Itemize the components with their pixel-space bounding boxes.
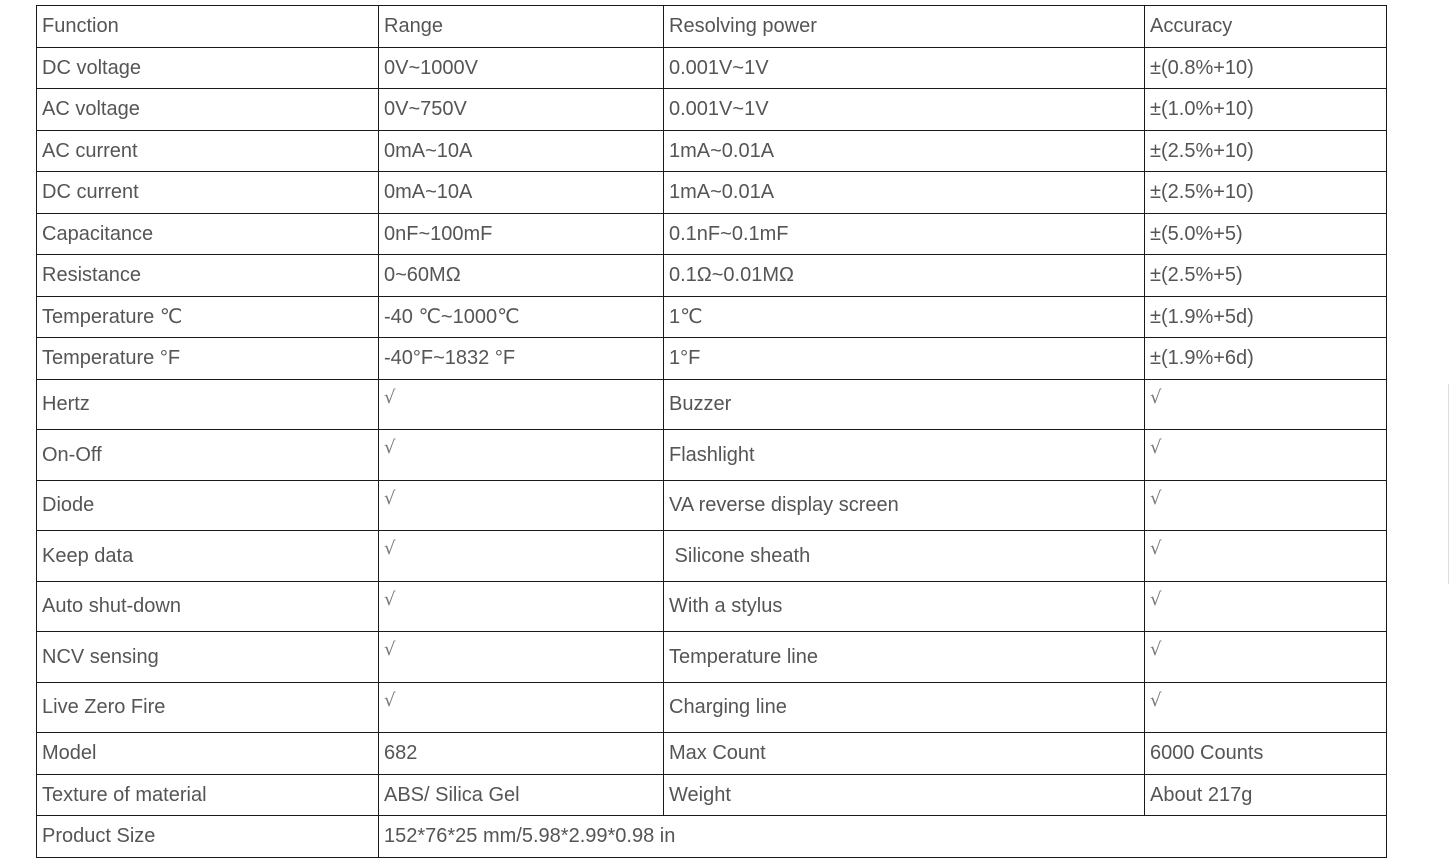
check-mark: √ [379,531,664,582]
measurement-row [37,172,1387,214]
table-cell: Keep data [37,531,379,582]
table-cell: 0.1nF~0.1mF [664,213,1145,255]
table-cell: ±(2.5%+5) [1145,255,1387,297]
table-cell: Buzzer [664,379,1145,430]
check-mark: √ [1145,581,1387,632]
feature-row [37,430,1387,481]
table-cell: 0mA~10A [379,172,664,214]
table-cell: Hertz [37,379,379,430]
check-mark: √ [1145,379,1387,430]
table-cell: ±(0.8%+10) [1145,47,1387,89]
table-cell: About 217g [1145,774,1387,816]
product-size-value: 152*76*25 mm/5.98*2.99*0.98 in [379,816,1387,858]
table-cell: 682 [379,733,664,775]
table-cell: 0.001V~1V [664,47,1145,89]
header-accuracy: Accuracy [1145,6,1387,48]
measurement-row [37,255,1387,297]
check-mark: √ [1145,531,1387,582]
table-cell: Max Count [664,733,1145,775]
table-cell: Diode [37,480,379,531]
product-size-label: Product Size [37,816,379,858]
table-cell: 0.001V~1V [664,89,1145,131]
feature-row [37,682,1387,733]
table-cell: 0V~750V [379,89,664,131]
table-cell: Flashlight [664,430,1145,481]
table-cell: Capacitance [37,213,379,255]
spec-table-body [37,6,1387,858]
table-cell: DC voltage [37,47,379,89]
measurement-row [37,296,1387,338]
table-cell: VA reverse display screen [664,480,1145,531]
check-mark: √ [1145,480,1387,531]
table-cell: ±(1.9%+6d) [1145,338,1387,380]
table-cell: ±(2.5%+10) [1145,130,1387,172]
table-cell: With a stylus [664,581,1145,632]
table-cell: On-Off [37,430,379,481]
feature-row [37,632,1387,683]
table-cell: ±(5.0%+5) [1145,213,1387,255]
table-cell: 0~60MΩ [379,255,664,297]
table-cell: AC current [37,130,379,172]
measurement-row [37,213,1387,255]
table-cell: Resistance [37,255,379,297]
feature-row [37,480,1387,531]
table-cell: Auto shut-down [37,581,379,632]
header-resolving-power: Resolving power [664,6,1145,48]
check-mark: √ [379,581,664,632]
check-mark: √ [379,632,664,683]
check-mark: √ [379,682,664,733]
table-cell: 1℃ [664,296,1145,338]
measurement-row [37,338,1387,380]
check-mark: √ [1145,682,1387,733]
table-cell: 0V~1000V [379,47,664,89]
feature-row [37,531,1387,582]
header-function: Function [37,6,379,48]
header-range: Range [379,6,664,48]
table-cell: AC voltage [37,89,379,131]
table-header-row [37,6,1387,48]
table-cell: Temperature °F [37,338,379,380]
table-cell: 0mA~10A [379,130,664,172]
feature-row [37,379,1387,430]
spec-table [36,5,1387,858]
info-row [37,733,1387,775]
table-cell: Temperature line [664,632,1145,683]
table-cell: Silicone sheath [664,531,1145,582]
check-mark: √ [1145,632,1387,683]
table-cell: NCV sensing [37,632,379,683]
table-cell: ±(1.9%+5d) [1145,296,1387,338]
table-cell: Weight [664,774,1145,816]
table-cell: ABS/ Silica Gel [379,774,664,816]
check-mark: √ [379,430,664,481]
check-mark: √ [379,480,664,531]
table-cell: 0nF~100mF [379,213,664,255]
table-cell: 1°F [664,338,1145,380]
table-cell: Live Zero Fire [37,682,379,733]
measurement-row [37,130,1387,172]
table-cell: Texture of material [37,774,379,816]
product-size-row [37,816,1387,858]
table-cell: Model [37,733,379,775]
info-row [37,774,1387,816]
feature-row [37,581,1387,632]
table-cell: ±(2.5%+10) [1145,172,1387,214]
table-cell: 0.1Ω~0.01MΩ [664,255,1145,297]
table-cell: Temperature ℃ [37,296,379,338]
table-cell: -40 ℃~1000℃ [379,296,664,338]
table-cell: -40°F~1832 °F [379,338,664,380]
measurement-row [37,89,1387,131]
check-mark: √ [379,379,664,430]
table-cell: Charging line [664,682,1145,733]
page-edge-divider [1448,384,1452,584]
table-cell: 1mA~0.01A [664,130,1145,172]
table-cell: 6000 Counts [1145,733,1387,775]
table-cell: 1mA~0.01A [664,172,1145,214]
table-cell: DC current [37,172,379,214]
measurement-row [37,47,1387,89]
table-cell: ±(1.0%+10) [1145,89,1387,131]
check-mark: √ [1145,430,1387,481]
